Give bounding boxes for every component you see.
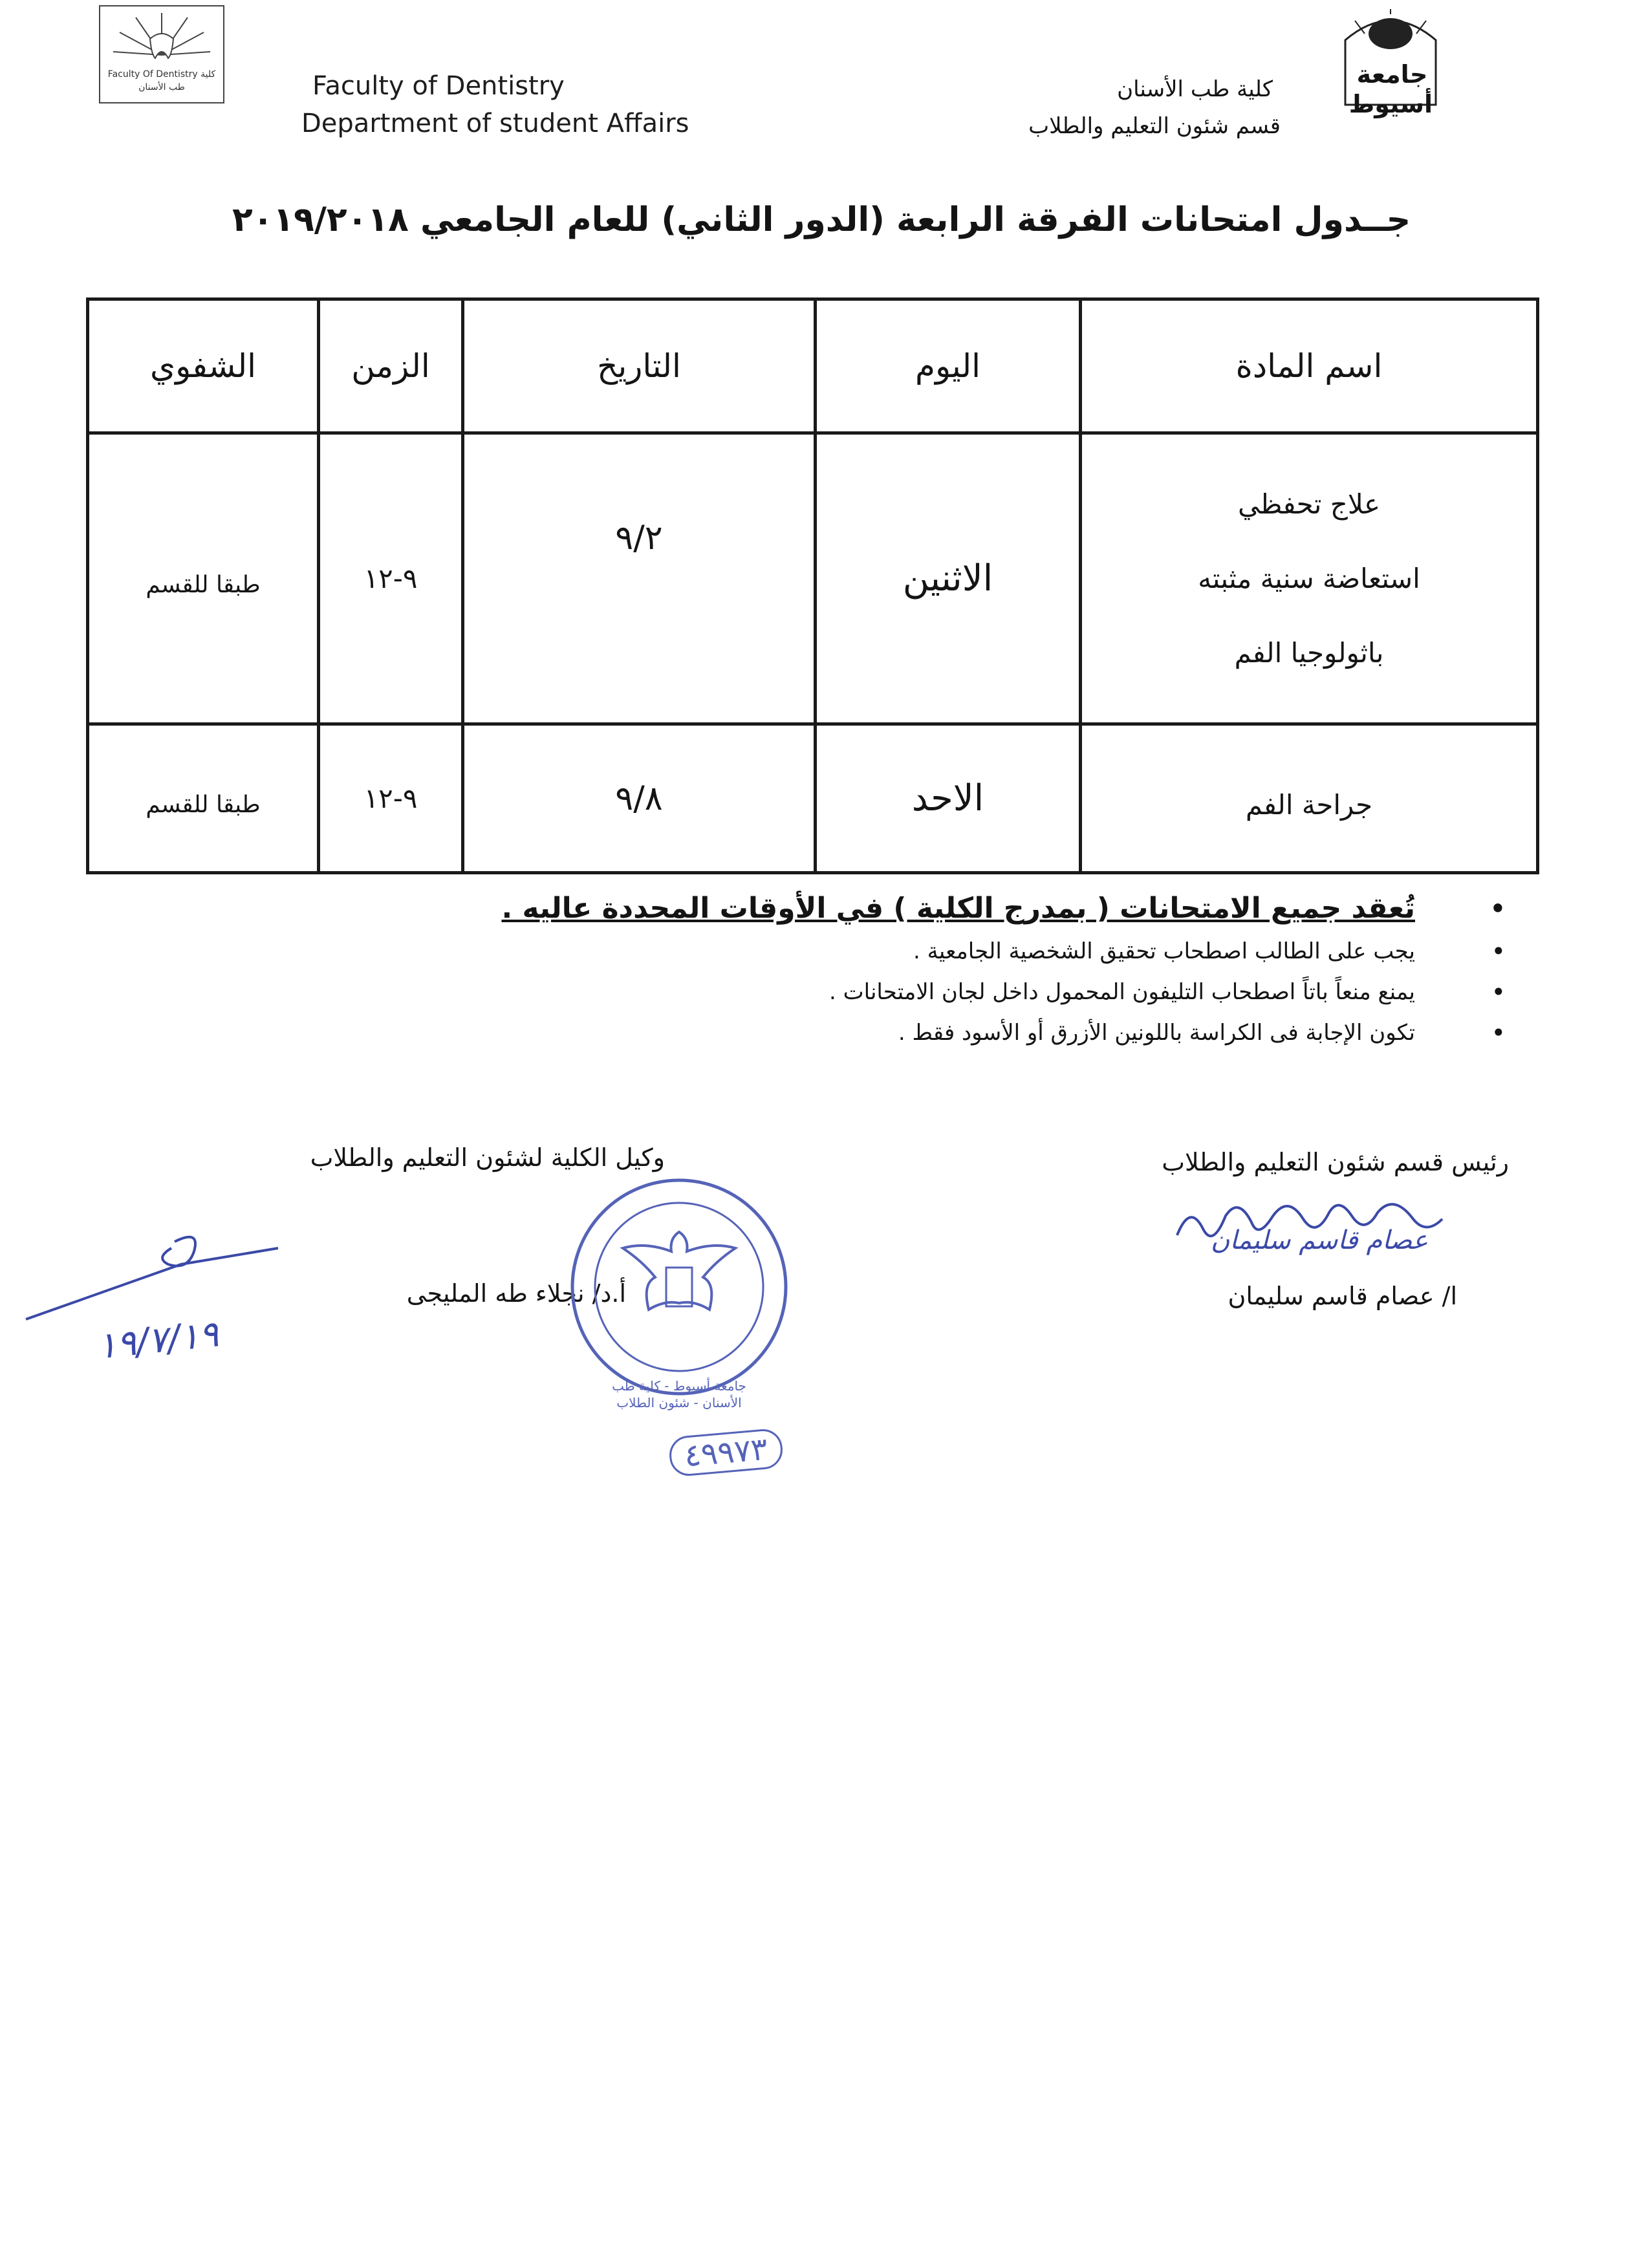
time-cell: ٩-١٢: [319, 433, 463, 724]
faculty-logo-text: Faculty Of Dentistry كلية طب الأسنان: [107, 69, 216, 92]
right-handwritten-signature: [1164, 1190, 1475, 1268]
header-subject: اسم المادة: [1081, 299, 1538, 433]
official-stamp: [563, 1171, 796, 1429]
table-header-row: [88, 299, 1538, 433]
left-signatory-name: أ.د/ نجلاء طه المليجى: [406, 1279, 626, 1308]
left-handwritten-signature: [19, 1216, 330, 1410]
university-logo: [1326, 8, 1455, 118]
faculty-name-ar: كلية طب الأسنان: [1117, 76, 1273, 102]
date-cell: ٩/٢: [463, 433, 816, 724]
date-cell: ٩/٨: [463, 724, 816, 873]
university-logo-text: جامعة أسيوط: [1348, 60, 1433, 118]
faculty-name-en: Faculty of Dentistry: [312, 71, 565, 101]
day-cell: الاحد: [816, 724, 1081, 873]
subject-name: جراحة الفم: [1245, 789, 1373, 821]
subject-name: علاج تحفظي: [1237, 488, 1381, 520]
note-item: • يمنع منعاً باتاً اصطحاب التليفون المحمول داخل لجان الامتحانات .: [167, 972, 1460, 1013]
exam-schedule-table: [86, 297, 1539, 874]
stamp-number: ٤٩٩٧٣: [668, 1427, 785, 1477]
subject-name: باثولوجيا الفم: [1234, 637, 1384, 669]
table-row: [88, 433, 1538, 724]
faculty-logo: [97, 3, 226, 107]
left-handwriting-text: ١٩/٧/١٩: [95, 1313, 221, 1368]
right-signatory-name: ا/ عصام قاسم سليمان: [1228, 1282, 1457, 1310]
day-cell: الاثنين: [816, 433, 1081, 724]
table-row: [88, 724, 1538, 873]
header-oral: الشفوي: [88, 299, 319, 433]
subject-name: استعاضة سنية مثبته: [1198, 563, 1420, 594]
subject-cell: [1081, 433, 1538, 724]
header-date: التاريخ: [463, 299, 816, 433]
note-item: • يجب على الطالب اصطحاب تحقيق الشخصية الجامعية .: [167, 931, 1460, 972]
exam-notes-list: [167, 886, 1460, 1053]
header-time: الزمن: [319, 299, 463, 433]
time-cell: ٩-١٢: [319, 724, 463, 873]
header-day: اليوم: [816, 299, 1081, 433]
right-signatory-title: رئيس قسم شئون التعليم والطلاب: [1162, 1148, 1509, 1176]
oral-cell: طبقا للقسم: [88, 724, 319, 873]
department-name-en: Department of student Affairs: [301, 109, 689, 138]
left-signatory-title: وكيل الكلية لشئون التعليم والطلاب: [310, 1143, 665, 1172]
page-title: جــدول امتحانات الفرقة الرابعة (الدور الثاني) للعام الجامعي ٢٠١٩/٢٠١٨: [232, 200, 1411, 239]
note-item: • تكون الإجابة فى الكراسة باللونين الأزرق أو الأسود فقط .: [167, 1013, 1460, 1053]
subject-cell: [1081, 724, 1538, 873]
signature-scribble: [19, 1216, 330, 1410]
stamp-text: جامعة أسيوط - كلية طب الأسنان - شئون الطلاب: [612, 1378, 746, 1410]
oral-cell: طبقا للقسم: [88, 433, 319, 724]
right-handwriting-text: عصام قاسم سليمان: [1211, 1226, 1428, 1255]
note-item: • تُعقد جميع الامتحانات ( بمدرج الكلية ) في الأوقات المحددة عاليه .: [167, 886, 1460, 931]
department-name-ar: قسم شئون التعليم والطلاب: [1028, 113, 1281, 139]
